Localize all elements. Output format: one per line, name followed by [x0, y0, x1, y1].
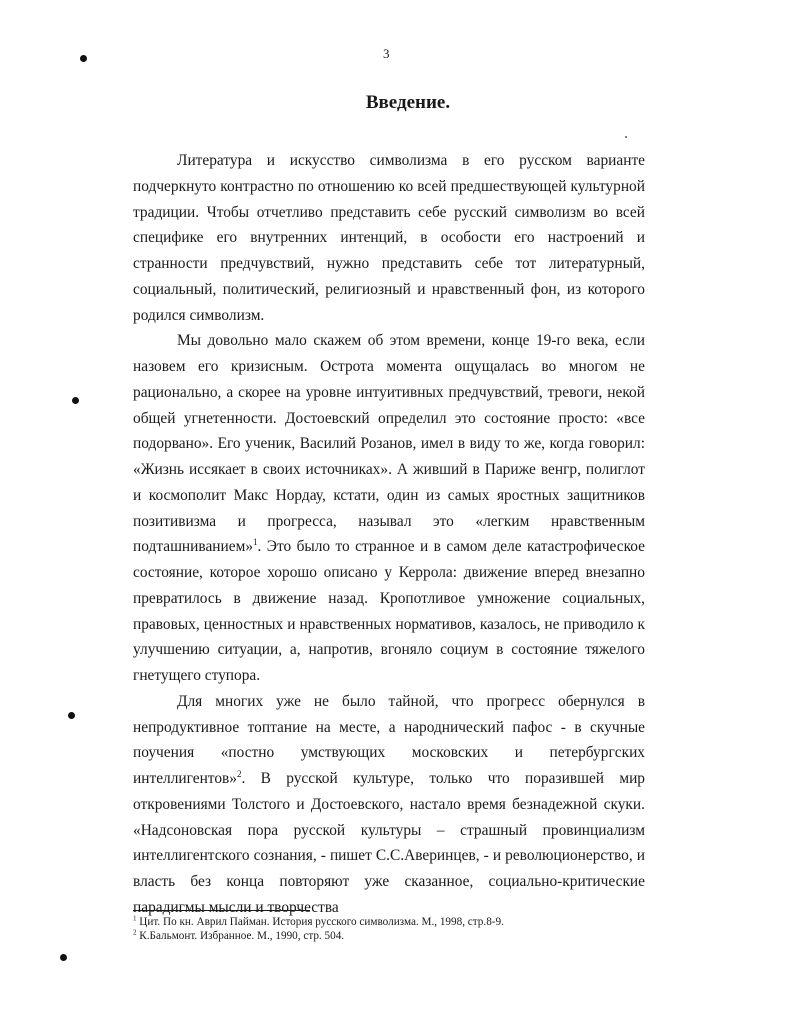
scan-speck: [625, 136, 627, 138]
paragraph-2-text-after: . Это было то странное и в самом деле катастрофическое состояние, которое хорошо описано у Керрола: движение вперед внезапно превратилось в движение назад. Кропотливое умножение социальных, правовых, ценностных и нравственных нормативов, казалось, не приводило к улучшению ситуации, а, напротив, вгоняло социум в состояние тяжелого гнетущего ступора.: [133, 538, 645, 684]
page-title: Введение.: [365, 92, 451, 113]
footnote-ref-2: 2: [236, 768, 242, 779]
binder-hole-mark-upper-middle: [72, 397, 79, 404]
footnote-2: [133, 929, 653, 943]
footnote-2-marker: 2: [133, 928, 137, 937]
binder-hole-mark-bottom: [60, 954, 67, 961]
paragraph-3: [133, 689, 645, 921]
main-text: [133, 148, 645, 921]
footnote-1-marker: 1: [133, 914, 137, 923]
paragraph-2-text-before: Мы довольно мало скажем об этом времени, конце 19-го века, если назовем его кризисным. Острота момента ощущалась во многом не рационально, а скорее на уровне интуитивных предчувствий, тревоги, некой общей угнетенности. Достоевский определил это состояние просто: «все подорвано». Его ученик, Василий Розанов, имел в виду то же, когда говорил: «Жизнь иссякает в своих источниках». А живший в Париже венгр, полиглот и космополит Макс Нордау, кстати, один из самых яростных защитников позитивизма и прогресса, называл это «легким нравственным подташниванием»: [133, 332, 645, 556]
paragraph-3-text-before: Для многих уже не было тайной, что прогресс обернулся в непродуктивное топтание на месте, а народнический пафос - в скучные поучения «постно умствующих московских и петербургских интеллигентов»: [133, 692, 645, 787]
paragraph-1-text: Литература и искусство символизма в его русском варианте подчеркнуто контрастно по отношению ко всей предшествующей культурной традиции. Чтобы отчетливо представить себе русский символизм во всей специфике его внутренних интенций, в особости его настроений и странности предчувствий, нужно представить себе тот литературный, социальный, политический, религиозный и нравственный фон, из которого родился символизм.: [133, 152, 645, 324]
footnote-1: [133, 915, 653, 929]
footnotes: [133, 915, 653, 943]
binder-hole-mark-lower-middle: [68, 712, 75, 719]
footnote-ref-1: 1: [253, 537, 258, 548]
paragraph-3-text-after: . В русской культуре, только что поразившей мир откровениями Толстого и Достоевского, настало время безнадежной скуки. «Надсоновская пора русской культуры – страшный провинциализм интеллигентского сознания, - пишет С.С.Аверинцев, - и революционерство, и власть без конца повторяют уже сказанное, социально-критические парадигмы мысли и творчества: [133, 770, 645, 916]
footnote-2-text: К.Бальмонт. Избранное. М., 1990, стр. 504.: [136, 930, 345, 942]
binder-hole-mark-top: [80, 55, 87, 62]
paragraph-2: [133, 328, 645, 689]
footnote-separator: [133, 910, 310, 911]
paragraph-1: [133, 148, 645, 328]
footnote-1-text: Цит. По кн. Аврил Пайман. История русского символизма. М., 1998, стр.8-9.: [136, 916, 504, 928]
page-number: 3: [383, 46, 390, 61]
